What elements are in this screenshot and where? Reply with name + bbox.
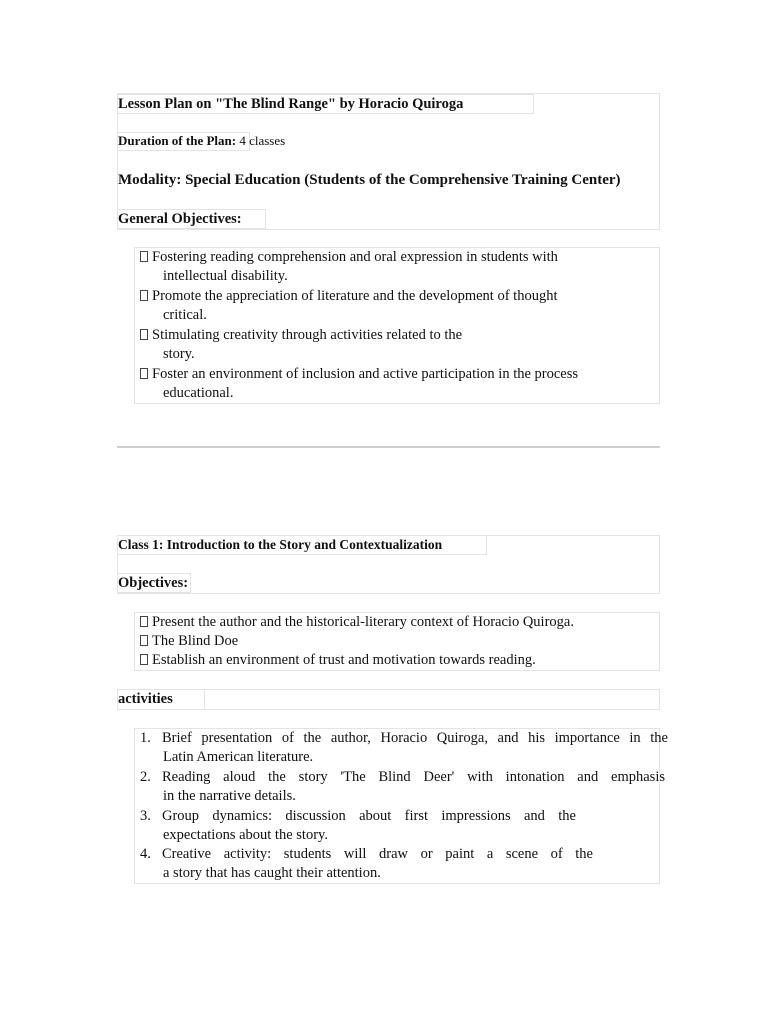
list-item xyxy=(140,287,557,306)
list-item-number: 2. xyxy=(140,769,151,785)
list-item-text: Reading aloud the story 'The Blind Deer' with intonation and emphasis xyxy=(162,769,665,785)
list-item xyxy=(140,365,578,384)
page-title: Lesson Plan on "The Blind Range" by Horacio Quiroga xyxy=(118,96,464,112)
list-item-text: Stimulating creativity through activities related to the xyxy=(152,327,463,343)
general-objectives-heading: General Objectives: xyxy=(118,211,242,227)
list-item-text: Creative activity: students will draw or paint a scene of the xyxy=(162,846,593,862)
duration-line xyxy=(118,133,285,149)
list-item-text: Group dynamics: discussion about first impressions and the xyxy=(162,808,576,824)
modality-heading: Modality: Special Education (Students of the Comprehensive Training Center) xyxy=(118,172,621,188)
bullet-glyph-icon xyxy=(140,368,148,379)
list-item-text: educational. xyxy=(163,385,234,401)
section-divider xyxy=(117,446,660,448)
bullet-glyph-icon xyxy=(140,654,148,665)
list-item xyxy=(140,326,462,345)
list-item-continuation xyxy=(163,345,195,364)
list-item-text: intellectual disability. xyxy=(163,268,288,284)
list-item-text: Present the author and the historical-literary context of Horacio Quiroga. xyxy=(152,614,574,630)
bullet-glyph-icon xyxy=(140,329,148,340)
list-item-text: Brief presentation of the author, Horacio Quiroga, and his importance in the xyxy=(162,730,668,746)
list-item-continuation xyxy=(163,306,207,325)
bullet-glyph-icon xyxy=(140,616,148,627)
bullet-glyph-icon xyxy=(140,635,148,646)
list-item-continuation: in the narrative details. xyxy=(163,788,296,804)
activities-heading: activities xyxy=(118,691,173,707)
list-item-number: 1. xyxy=(140,730,151,746)
list-item xyxy=(140,613,574,632)
class1-title: Class 1: Introduction to the Story and Contextualization xyxy=(118,537,443,552)
list-item-text: Promote the appreciation of literature and the development of thought xyxy=(152,288,558,304)
list-item-text: story. xyxy=(163,346,195,362)
list-item xyxy=(140,651,536,670)
list-item-number: 4. xyxy=(140,846,151,862)
list-item-continuation: a story that has caught their attention. xyxy=(163,865,381,881)
list-item xyxy=(140,632,238,651)
bullet-glyph-icon xyxy=(140,290,148,301)
list-item-continuation xyxy=(163,384,233,403)
list-item-text: Fostering reading comprehension and oral expression in students with xyxy=(152,249,558,265)
list-item-text: Establish an environment of trust and motivation towards reading. xyxy=(152,652,536,668)
list-item-continuation: expectations about the story. xyxy=(163,827,328,843)
duration-label: Duration of the Plan: xyxy=(118,133,237,148)
list-item-continuation: Latin American literature. xyxy=(163,749,314,765)
list-item-number: 3. xyxy=(140,808,151,824)
list-item-continuation xyxy=(163,267,288,286)
list-item-text: The Blind Doe xyxy=(152,633,239,649)
duration-value: 4 classes xyxy=(239,133,286,148)
list-item-text: critical. xyxy=(163,307,207,323)
list-item-text: Foster an environment of inclusion and active participation in the process xyxy=(152,366,579,382)
class1-objectives-heading: Objectives: xyxy=(118,575,189,591)
bullet-glyph-icon xyxy=(140,251,148,262)
list-item xyxy=(140,248,558,267)
